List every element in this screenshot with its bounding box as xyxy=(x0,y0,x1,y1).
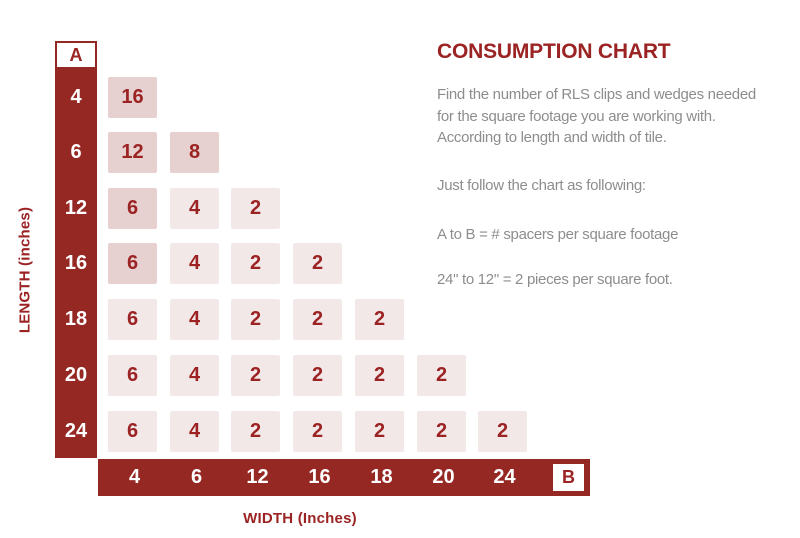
consumption-cell: 2 xyxy=(231,411,280,452)
consumption-cell: 16 xyxy=(108,77,157,118)
rule-a-to-b: A to B = # spacers per square footage xyxy=(437,226,679,243)
a-marker xyxy=(57,43,95,67)
length-tick: 20 xyxy=(64,364,88,386)
length-tick: 6 xyxy=(70,141,82,163)
consumption-cell: 4 xyxy=(170,243,219,284)
width-tick: 18 xyxy=(370,466,393,488)
consumption-cell: 12 xyxy=(108,132,157,173)
consumption-cell: 2 xyxy=(231,299,280,340)
consumption-cell: 4 xyxy=(170,299,219,340)
consumption-cell: 2 xyxy=(293,299,342,340)
instruction-text: Just follow the chart as following: xyxy=(437,177,646,194)
width-tick: 6 xyxy=(190,466,203,488)
b-marker-label: B xyxy=(562,467,575,487)
length-tick: 18 xyxy=(64,308,88,330)
consumption-cell: 2 xyxy=(355,355,404,396)
length-tick: 16 xyxy=(64,252,88,274)
consumption-cell: 2 xyxy=(231,188,280,229)
consumption-cell: 2 xyxy=(355,299,404,340)
chart-title: CONSUMPTION CHART xyxy=(437,40,671,63)
consumption-cell: 6 xyxy=(108,355,157,396)
consumption-cell: 4 xyxy=(170,188,219,229)
consumption-cell: 2 xyxy=(231,355,280,396)
consumption-cell: 6 xyxy=(108,411,157,452)
width-tick: 12 xyxy=(246,466,269,488)
length-tick: 12 xyxy=(64,197,88,219)
consumption-cell: 2 xyxy=(231,243,280,284)
chart-description-line: for the square footage you are working with. xyxy=(437,107,716,125)
consumption-cell: 2 xyxy=(478,411,527,452)
width-tick: 16 xyxy=(308,466,331,488)
consumption-cell: 6 xyxy=(108,299,157,340)
a-marker-label: A xyxy=(69,44,83,65)
consumption-cell: 2 xyxy=(293,243,342,284)
length-axis-label: LENGTH (inches) xyxy=(16,206,34,334)
width-axis-bar xyxy=(98,459,590,496)
consumption-cell: 4 xyxy=(170,355,219,396)
chart-description-line: According to length and width of tile. xyxy=(437,129,667,146)
consumption-cell: 8 xyxy=(170,132,219,173)
consumption-cell: 2 xyxy=(417,411,466,452)
consumption-cell: 2 xyxy=(417,355,466,396)
consumption-cell: 2 xyxy=(293,355,342,396)
b-marker xyxy=(553,464,584,491)
width-tick: 20 xyxy=(432,466,455,488)
consumption-cell: 4 xyxy=(170,411,219,452)
width-tick: 24 xyxy=(493,466,516,488)
width-axis-label: WIDTH (Inches) xyxy=(243,510,357,527)
consumption-cell: 2 xyxy=(293,411,342,452)
consumption-cell: 2 xyxy=(355,411,404,452)
length-tick: 24 xyxy=(64,420,88,442)
rule-example: 24" to 12" = 2 pieces per square foot. xyxy=(437,271,673,288)
chart-description-line: Find the number of RLS clips and wedges needed xyxy=(437,86,756,103)
consumption-cell: 6 xyxy=(108,243,157,284)
length-tick: 4 xyxy=(70,86,82,108)
width-tick: 4 xyxy=(128,466,141,488)
consumption-cell: 6 xyxy=(108,188,157,229)
length-axis-bar xyxy=(55,41,97,458)
chart-description xyxy=(437,84,787,149)
